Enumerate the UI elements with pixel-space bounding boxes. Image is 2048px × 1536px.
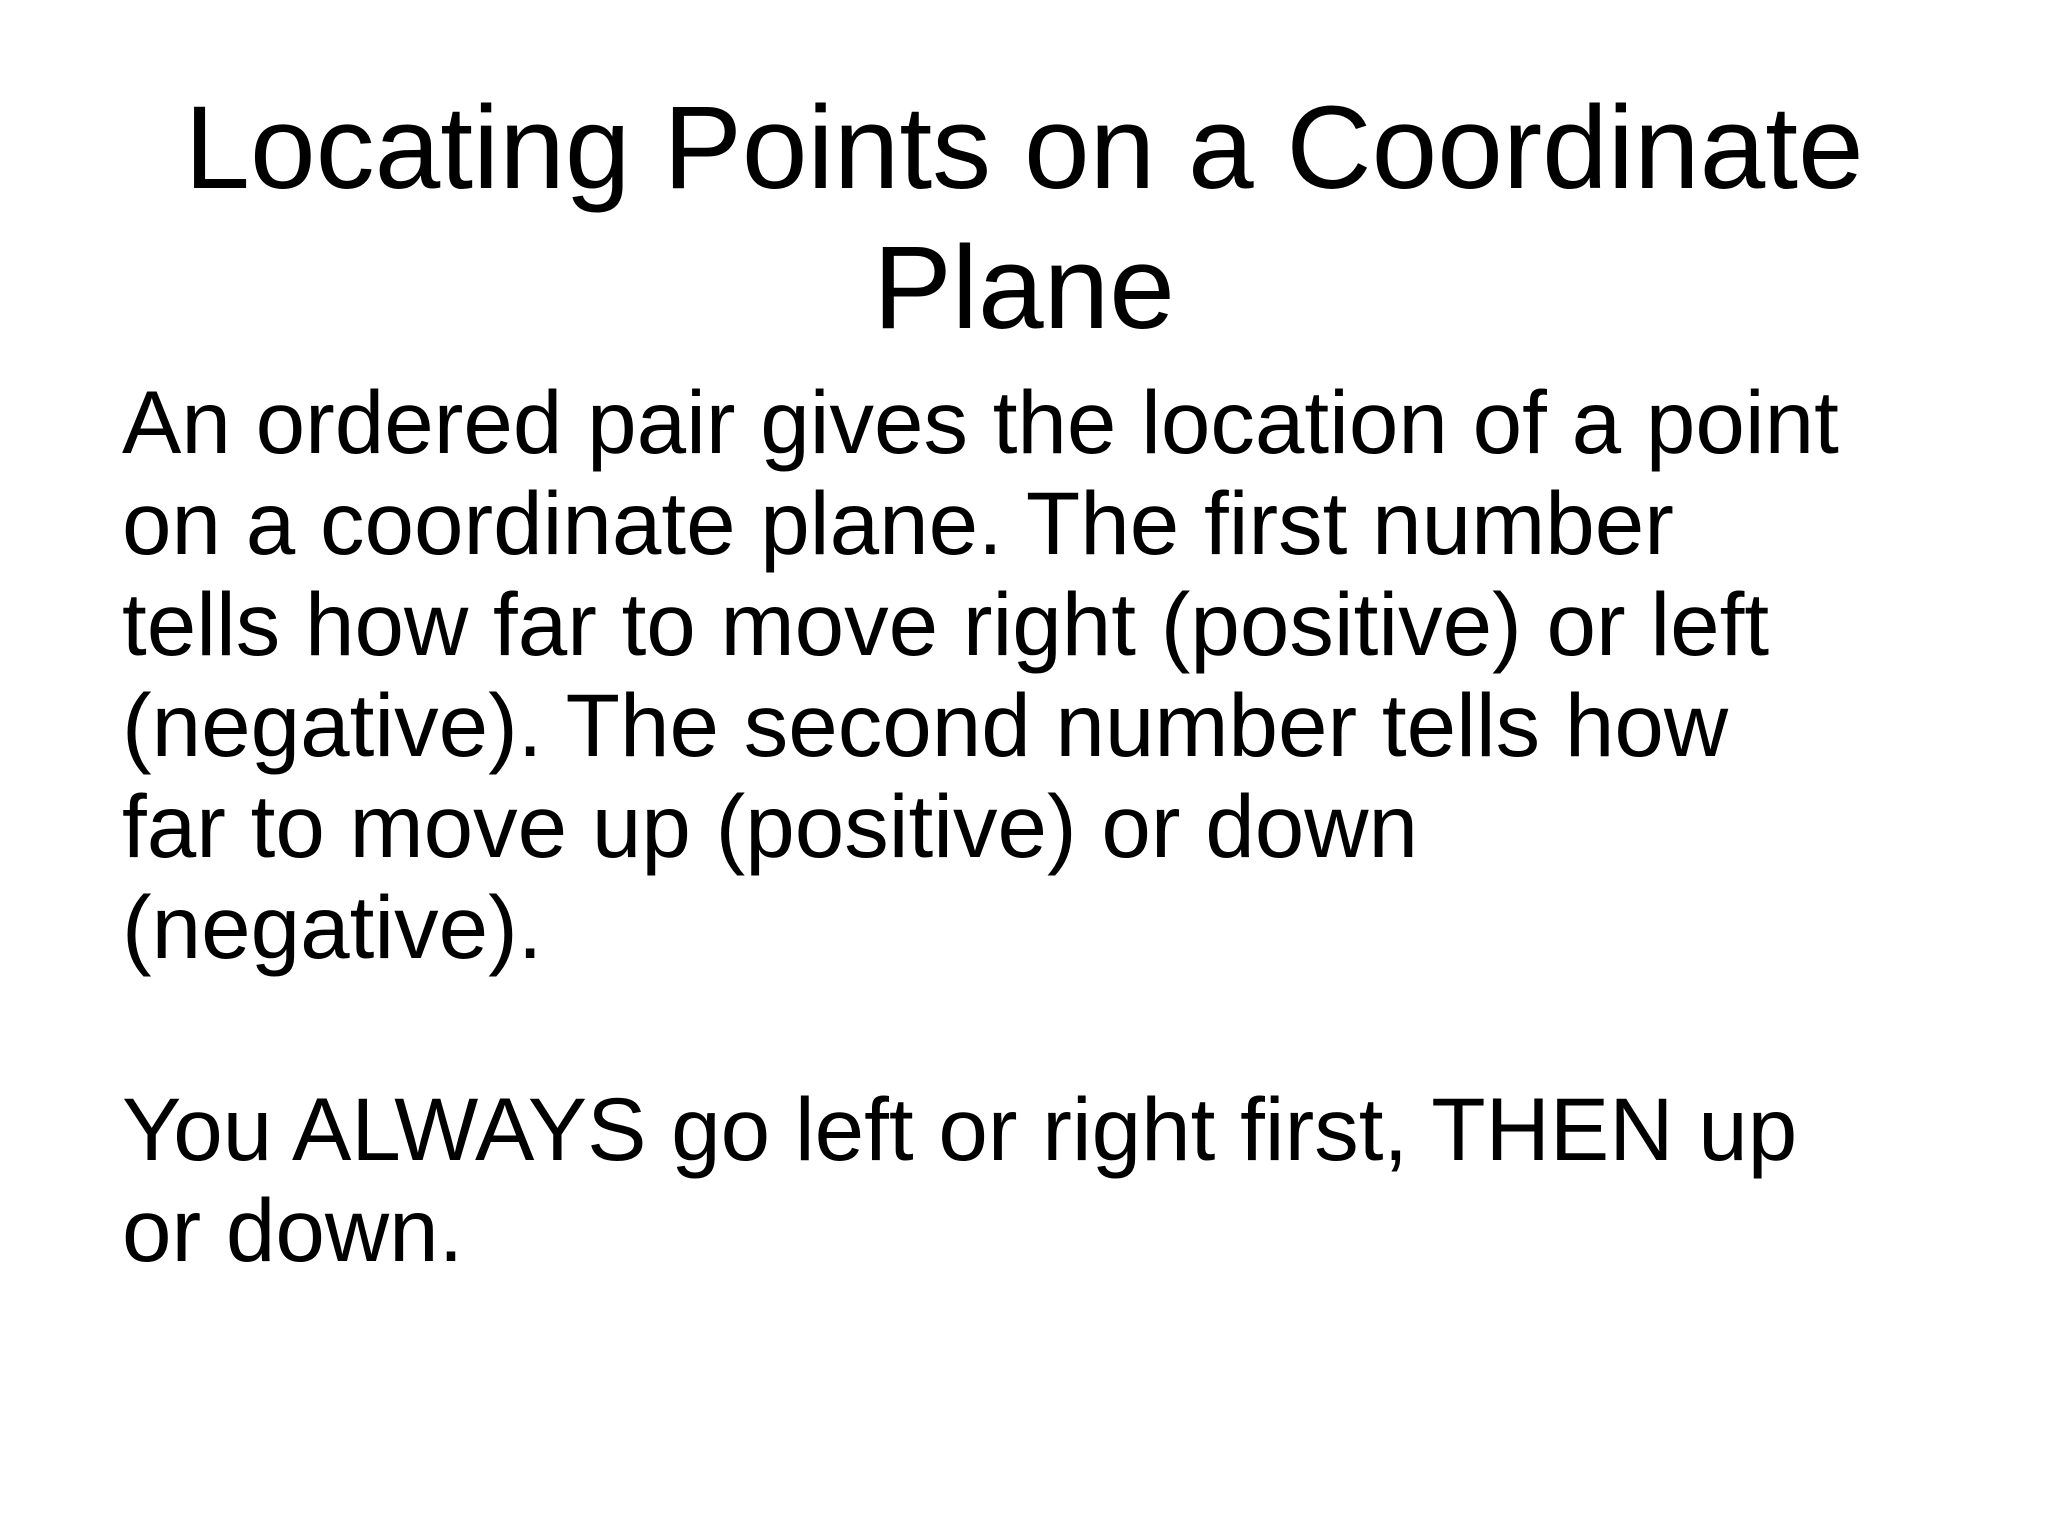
paragraph-1-line-2: on a coordinate plane. The first number <box>122 473 1674 573</box>
paragraph-1-line-3: tells how far to move right (positive) or left <box>122 574 1770 674</box>
paragraph-1-line-1: An ordered pair gives the location of a point <box>122 372 1839 472</box>
paragraph-1-line-6: (negative). <box>122 877 543 977</box>
paragraph-2-line-2: or down. <box>122 1180 464 1280</box>
slide-title-line-1: Locating Points on a Coordinate <box>184 82 1864 214</box>
paragraph-ordered-pair <box>122 372 1952 978</box>
slide-title-line-2: Plane <box>873 222 1175 354</box>
slide-body <box>122 372 1952 1281</box>
paragraph-2-line-1: You ALWAYS go left or right first, THEN up <box>122 1079 1798 1179</box>
paragraph-always-rule <box>122 1079 1952 1281</box>
slide-title <box>120 78 1928 358</box>
paragraph-1-line-5: far to move up (positive) or down <box>122 776 1419 876</box>
paragraph-1-line-4: (negative). The second number tells how <box>122 675 1729 775</box>
